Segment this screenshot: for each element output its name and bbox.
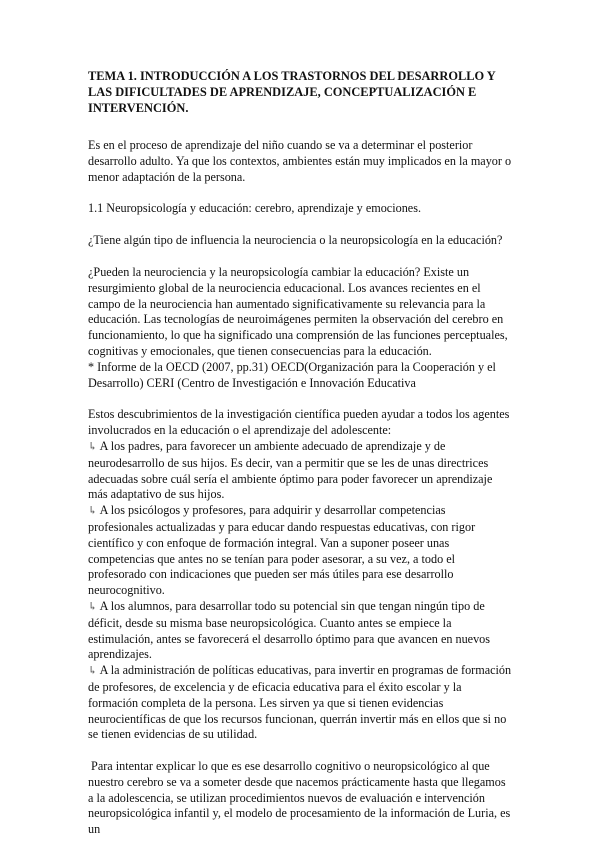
bullet-text-administration: A la administración de políticas educativas, para invertir en programas de formación de profesores, de excelencia y de eficacia educativa para el éxito escolar y la formación completa de la persona. Les sirven ya que si tienen evidencias neurocientíficas de que los recursos funcionan, querrán invertir más en ellos que si no se tienen evidencias de su utilidad.: [88, 663, 512, 742]
bullet-text-students: A los alumnos, para desarrollar todo su potencial sin que tengan ningún tipo de déficit, desde su misma base neuropsicológica. Cuanto antes se empiece la estimulación, antes se favorecerá el desarrollo óptimo para que avancen en nuevos aprendizajes.: [88, 598, 491, 662]
closing-paragraph: [88, 759, 512, 838]
bullet-item: [88, 503, 512, 599]
bullet-item: [88, 439, 512, 503]
bullet-arrow-icon: ↳: [88, 505, 98, 518]
footnote: * Informe de la OECD (2007, pp.31) OECD(Organización para la Cooperación y el Desarrollo) CERI (Centro de Investigación e Innovación Educativa: [88, 359, 496, 390]
bullet-arrow-icon: ↳: [88, 440, 98, 453]
bullet-arrow-icon: ↳: [88, 665, 98, 678]
bullet-item: [88, 599, 512, 663]
bullet-text-psychologists: A los psicólogos y profesores, para adquirir y desarrollar competencias profesionales actualizadas y para educar dando respuestas educativas, con rigor científico y con enfoque de formación integral. Van a suponer poseer unas competencias que antes no se tenían para poder asesorar, a su vez, a todo el profesorado con indicaciones que pueden ser más útiles para ese desarrollo neurocognitivo.: [88, 503, 476, 598]
document-title: TEMA 1. INTRODUCCIÓN A LOS TRASTORNOS DEL DESARROLLO Y LAS DIFICULTADES DE APRENDIZAJE, CONCEPTUALIZACIÓN E INTERVENCIÓN.: [88, 69, 496, 115]
discoveries-block: [88, 407, 512, 743]
bullet-arrow-icon: ↳: [88, 600, 98, 613]
intro-paragraph: Es en el proceso de aprendizaje del niño cuando se va a determinar el posterior desarrollo adulto. Ya que los contextos, ambientes están muy implicados en la mayor o menor adaptación de la persona.: [88, 138, 512, 184]
discoveries-intro: Estos descubrimientos de la investigación científica pueden ayudar a todos los agentes involucrados en la educación o el aprendizaje del adolescente:: [88, 407, 510, 438]
section-heading: 1.1 Neuropsicología y educación: cerebro, aprendizaje y emociones.: [88, 201, 421, 216]
closing-text: Para intentar explicar lo que es ese desarrollo cognitivo o neuropsicológico al que nuestro cerebro se va a someter desde que nacemos prácticamente hasta que llegamos a la adolescencia, se utilizan procedimientos nuevos de evaluación e intervención neuropsicológica infantil y, el modelo de procesamiento de la información de Luria, es un: [88, 759, 511, 837]
neuroscience-paragraph: ¿Pueden la neurociencia y la neuropsicología cambiar la educación? Existe un resurgimiento global de la neurociencia educacional. Los avances recientes en el campo de la neurociencia han aumentado significativamente su relevancia para la educación. Las tecnologías de neuroimágenes permiten la observación del cerebro en funcionamiento, lo que ha significado una comprensión de las funciones perceptuales, cognitivas y emocionales, que tienen consecuencias para la educación.: [88, 264, 508, 358]
bullet-text-parents: A los padres, para favorecer un ambiente adecuado de aprendizaje y de neurodesarrollo de sus hijos. Es decir, van a permitir que se les de unas directrices adecuadas sobre cuál sería el ambiente óptimo para poder favorecer un aprendizaje más adaptativo de sus hijos.: [88, 438, 493, 502]
bullet-item: [88, 663, 512, 743]
question-paragraph: ¿Tiene algún tipo de influencia la neurociencia o la neuropsicología en la educación?: [88, 233, 503, 248]
